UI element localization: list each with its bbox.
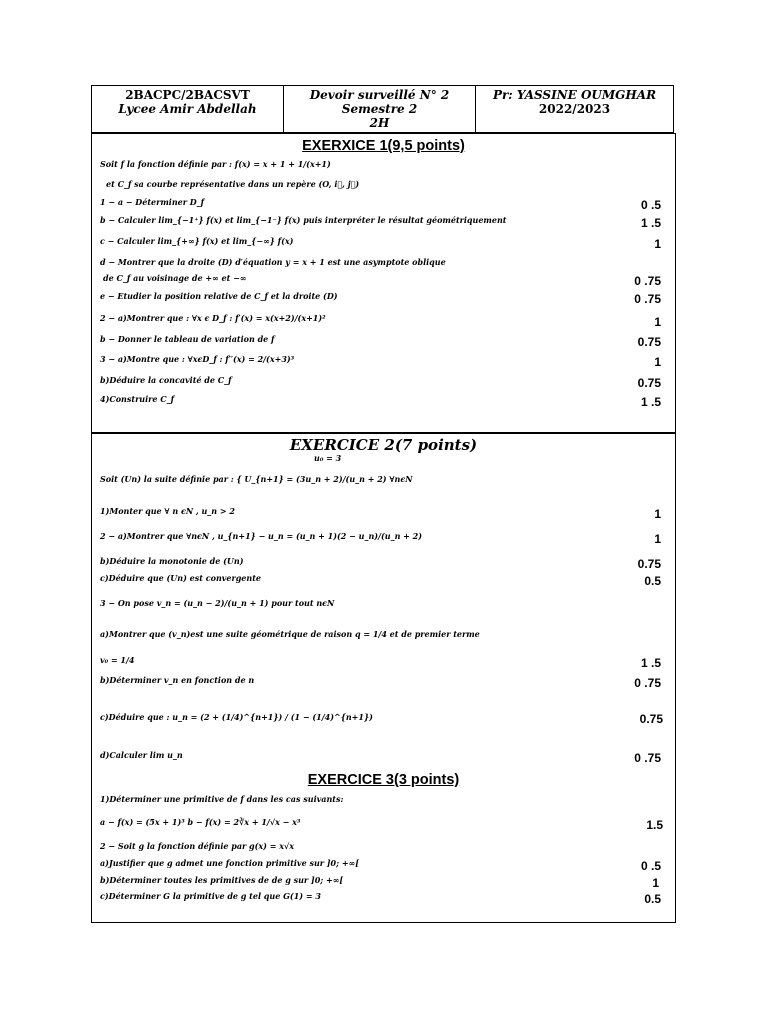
ex3-points: 1	[652, 876, 659, 890]
ex1-line: b − Donner le tableau de variation de f	[100, 334, 275, 344]
ex1-line: b − Calculer lim_{−1⁺} f(x) et lim_{−1⁻} f(x) puis interpréter le résultat géométriquement	[100, 215, 507, 225]
ex1-line: e − Etudier la position relative de C_f et la droite (D)	[100, 291, 338, 301]
header-class: 2BACPC/2BACSVT	[125, 88, 250, 102]
ex1-points: 1	[654, 315, 661, 329]
ex2-points: 1	[654, 532, 661, 546]
ex1-line: 1 − a − Déterminer D_f	[100, 197, 205, 207]
ex2-points: 0.75	[639, 712, 663, 726]
ex3-line: b)Déterminer toutes les primitives de de g sur ]0; +∞[	[100, 875, 344, 885]
header-teacher: Pr: YASSINE OUMGHAR	[492, 88, 657, 102]
ex1-points: 0.75	[637, 335, 661, 349]
exercise-3-title: EXERCICE 3(3 points)	[307, 772, 460, 788]
ex1-line: Soit f la fonction définie par : f(x) = x + 1 + 1/(x+1)	[100, 159, 331, 169]
ex2-line: 3 − On pose v_n = (u_n − 2)/(u_n + 1) pour tout nϵN	[100, 598, 335, 608]
header-year: 2022/2023	[538, 102, 611, 116]
ex1-line: c − Calculer lim_{+∞} f(x) et lim_{−∞} f(x)	[100, 236, 294, 246]
header-school: Lycee Amir Abdellah	[118, 102, 257, 116]
ex2-points: 0 .75	[634, 751, 661, 765]
ex3-line: a − f(x) = (5x + 1)³ b − f(x) = 2∛x + 1/√x − x³	[100, 817, 301, 827]
ex3-line: 2 − Soit g la fonction définie par g(x) = x√x	[100, 841, 295, 851]
ex3-line: 1)Déterminer une primitive de f dans les cas suivants:	[100, 794, 344, 804]
ex2-line: c)Déduire que (Un) est convergente	[100, 573, 261, 583]
ex2-line: c)Déduire que : u_n = (2 + (1/4)^{n+1}) / (1 − (1/4)^{n+1})	[100, 712, 373, 722]
exercise-1-title: EXERXICE 1(9,5 points)	[302, 138, 465, 154]
ex2-points: 1	[654, 507, 661, 521]
ex1-points: 0 .75	[634, 274, 661, 288]
ex2-line: b)Déterminer v_n en fonction de n	[100, 675, 255, 685]
ex1-points: 1 .5	[640, 216, 661, 230]
header-duration: 2H	[369, 116, 390, 130]
ex2-line: 2 − a)Montrer que ∀nϵN , u_{n+1} − u_n = (u_n + 1)(2 − u_n)/(u_n + 2)	[100, 531, 423, 541]
ex2-line: d)Calculer lim u_n	[100, 750, 183, 760]
header-exam-cell	[284, 86, 476, 132]
ex1-points: 1 .5	[640, 395, 661, 409]
exercise-2-3-box	[91, 433, 676, 923]
ex3-line: a)Justifier que g admet une fonction primitive sur ]0; +∞[	[100, 858, 360, 868]
ex1-points: 0 .5	[640, 198, 661, 212]
ex1-line: d − Montrer que la droite (D) d′équation y = x + 1 est une asymptote oblique	[100, 257, 446, 267]
header-exam: Devoir surveillé N° 2	[309, 88, 450, 102]
ex2-points: 1 .5	[640, 656, 661, 670]
ex2-line: b)Déduire la monotonie de (Un)	[100, 556, 244, 566]
exercise-1-box	[91, 133, 676, 433]
ex1-line: 4)Construire C_f	[100, 394, 175, 404]
ex2-line: 1)Monter que ∀ n ϵN , u_n > 2	[100, 506, 235, 516]
ex3-points: 1.5	[646, 818, 663, 832]
ex3-points: 0.5	[644, 892, 661, 906]
ex1-line: b)Déduire la concavité de C_f	[100, 375, 232, 385]
ex2-line: v₀ = 1/4	[100, 655, 135, 665]
ex1-points: 1	[654, 237, 661, 251]
ex2-line: a)Montrer que (v_n)est une suite géométrique de raison q = 1/4 et de premier terme	[100, 629, 480, 639]
header-teacher-cell	[476, 86, 673, 132]
exercise-2-title: EXERCICE 2(7 points)	[289, 436, 478, 454]
ex2-points: 0 .75	[634, 676, 661, 690]
ex3-points: 0 .5	[640, 859, 661, 873]
ex1-line: de C_f au voisinage de +∞ et −∞	[103, 273, 247, 283]
ex1-points: 1	[654, 355, 661, 369]
ex2-line: u₀ = 3	[314, 453, 342, 463]
header-class-cell	[92, 86, 284, 132]
ex1-line: 3 − a)Montre que : ∀xϵD_f : f′′(x) = 2/(x+3)³	[100, 354, 295, 364]
ex2-line: Soit (Un) la suite définie par : { U_{n+1} = (3u_n + 2)/(u_n + 2) ∀nϵN	[100, 474, 413, 484]
ex1-points: 0 .75	[634, 292, 661, 306]
header-semester: Semestre 2	[341, 102, 418, 116]
ex1-points: 0.75	[637, 376, 661, 390]
ex3-line: c)Déterminer G la primitive de g tel que G(1) = 3	[100, 891, 321, 901]
ex1-line: 2 − a)Montrer que : ∀x ϵ D_f : f′(x) = x(x+2)/(x+1)²	[100, 313, 326, 323]
ex2-points: 0.5	[644, 574, 661, 588]
header-table	[91, 85, 674, 133]
ex2-points: 0.75	[637, 557, 661, 571]
ex1-line: et C_f sa courbe représentative dans un repère (O, i⃗, j⃗)	[106, 179, 360, 189]
